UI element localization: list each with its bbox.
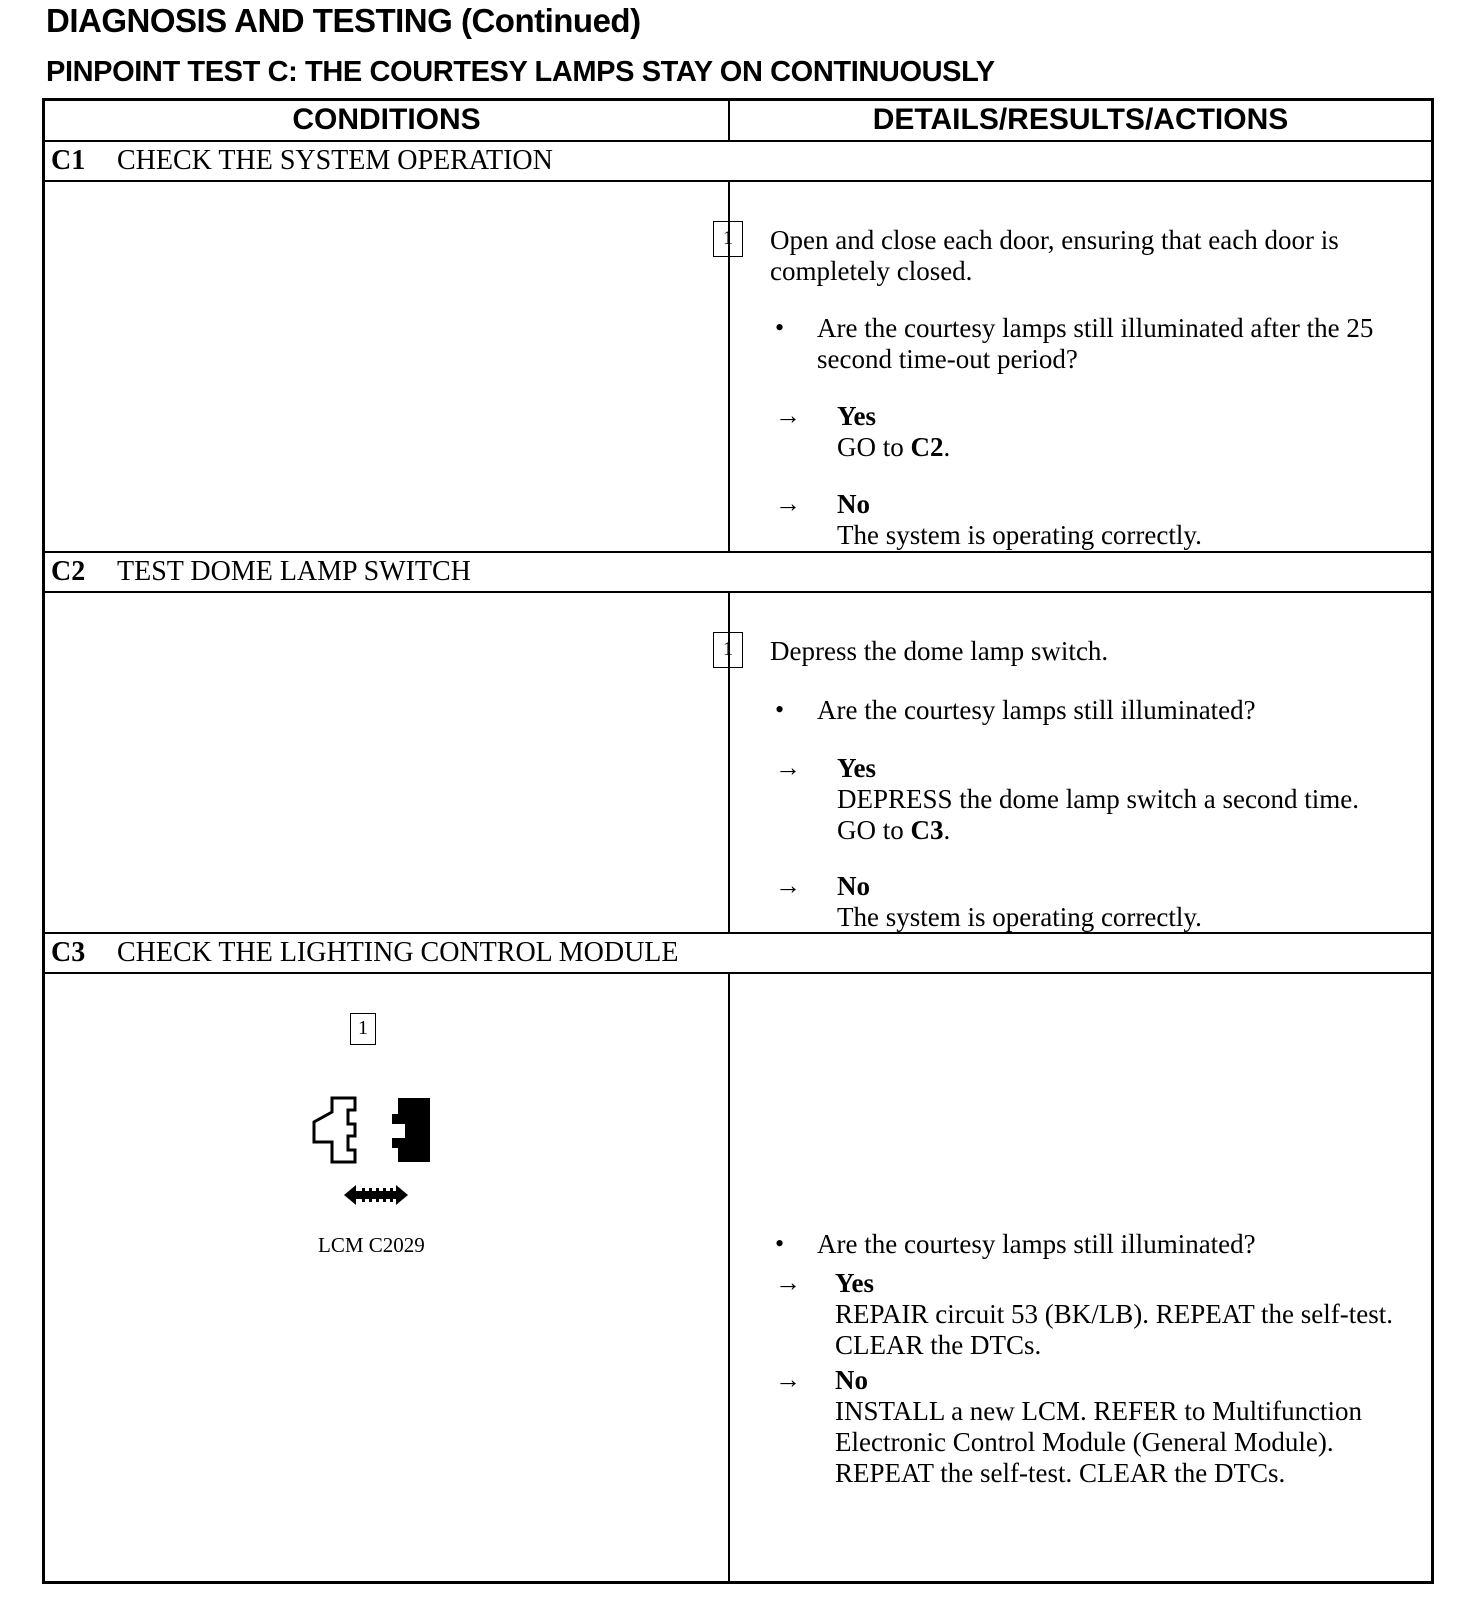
no-result: [837, 489, 1397, 551]
no-action: The system is operating correctly.: [837, 902, 1202, 932]
row-divider: [45, 972, 1431, 974]
yes-action: REPAIR circuit 53 (BK/LB). REPEAT the self-test. CLEAR the DTCs.: [835, 1299, 1393, 1360]
yes-result: [837, 401, 1397, 463]
action-number-box: 1: [713, 221, 743, 257]
yes-action: GO to C2.: [837, 432, 951, 462]
step-title: CHECK THE LIGHTING CONTROL MODULE: [117, 937, 679, 968]
arrow-right-icon: →: [775, 401, 801, 430]
question-text: Are the courtesy lamps still illuminated?: [817, 695, 1256, 725]
pinpoint-test-table: [42, 98, 1434, 1584]
no-result: [835, 1365, 1395, 1489]
question-text: Are the courtesy lamps still illuminated?: [817, 1229, 1256, 1259]
bullet-icon: •: [775, 695, 785, 724]
step-c1-header: [51, 145, 553, 177]
yes-result: [837, 753, 1397, 846]
step-id: C2: [51, 556, 86, 587]
bullet-icon: •: [775, 1229, 785, 1258]
column-divider: [728, 974, 730, 1584]
question-text: Are the courtesy lamps still illuminated after the 25 second time-out period?: [817, 313, 1374, 374]
step-c3-header: [51, 937, 679, 969]
step-id: C3: [51, 937, 86, 968]
yes-label: Yes: [835, 1268, 874, 1298]
step-id: C1: [51, 145, 86, 176]
action-text: Depress the dome lamp switch.: [770, 636, 1109, 666]
arrow-right-icon: →: [775, 1268, 801, 1297]
yes-label: Yes: [837, 401, 876, 431]
yes-action: DEPRESS the dome lamp switch a second time. GO to C3.: [837, 784, 1359, 845]
action-number-box: 1: [713, 632, 743, 668]
bullet-icon: •: [775, 313, 785, 342]
no-label: No: [837, 489, 870, 519]
column-divider: [728, 101, 730, 142]
row-divider: [45, 591, 1431, 593]
no-result: [837, 871, 1397, 933]
arrow-right-icon: →: [775, 489, 801, 518]
no-label: No: [835, 1365, 868, 1395]
action-text: Open and close each door, ensuring that each door is completely closed.: [770, 225, 1339, 286]
no-action: The system is operating correctly.: [837, 520, 1202, 550]
no-label: No: [837, 871, 870, 901]
row-divider: [45, 551, 1431, 553]
lcm-connector-icon: [310, 1090, 440, 1220]
figure-number-box: 1: [350, 1013, 376, 1045]
row-divider: [45, 140, 1431, 142]
step-title: CHECK THE SYSTEM OPERATION: [117, 145, 553, 176]
arrow-right-icon: →: [775, 1365, 801, 1394]
page-title: DIAGNOSIS AND TESTING (Continued): [46, 2, 641, 39]
pinpoint-test-title: PINPOINT TEST C: THE COURTESY LAMPS STAY ON CONTINUOUSLY: [46, 56, 995, 88]
step-title: TEST DOME LAMP SWITCH: [117, 556, 471, 587]
step-ref: C2: [910, 432, 944, 462]
yes-result: [835, 1268, 1395, 1361]
step-ref: C3: [910, 815, 944, 845]
yes-label: Yes: [837, 753, 876, 783]
arrow-right-icon: →: [775, 871, 801, 900]
connector-label: LCM C2029: [318, 1233, 425, 1257]
arrow-right-icon: →: [775, 753, 801, 782]
no-action: INSTALL a new LCM. REFER to Multifunction Electronic Control Module (General Module). REPEAT the self-test. CLEAR the DTCs.: [835, 1396, 1363, 1488]
step-c2-header: [51, 556, 471, 588]
conditions-column-header: CONDITIONS: [292, 103, 481, 136]
row-divider: [45, 180, 1431, 182]
details-column-header: DETAILS/RESULTS/ACTIONS: [872, 103, 1289, 136]
